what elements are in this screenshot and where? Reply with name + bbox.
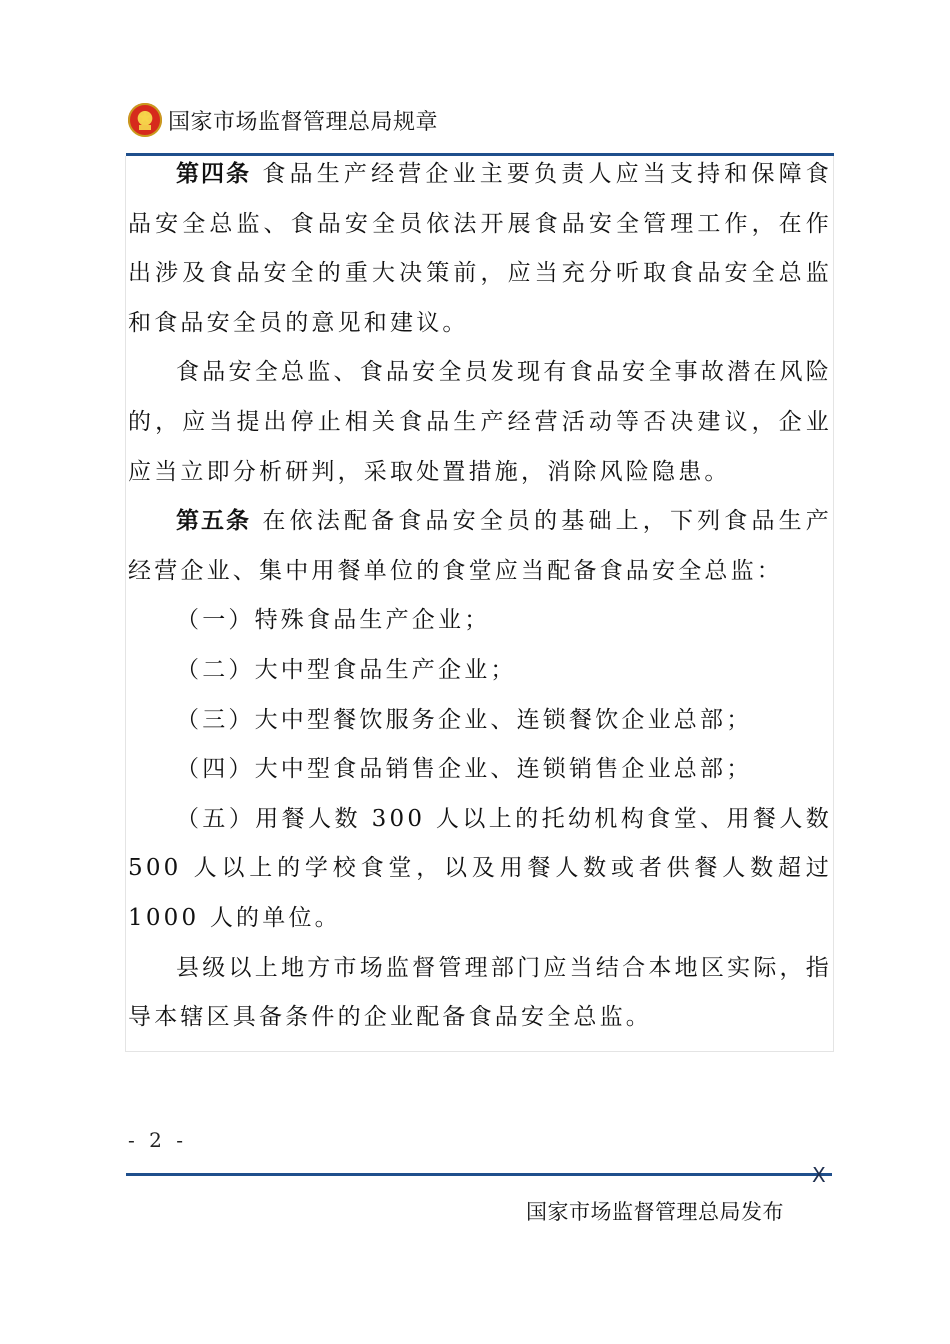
article-5-paragraph-1 bbox=[128, 497, 832, 596]
article-5-paragraph-2: 县级以上地方市场监督管理部门应当结合本地区实际，指导本辖区具备条件的企业配备食品安全总监。 bbox=[128, 954, 832, 1031]
article-4-paragraph-2: 食品安全总监、食品安全员发现有食品安全事故潜在风险的，应当提出停止相关食品生产经营活动等否决建议，企业应当立即分析研判，采取处置措施，消除风险隐患。 bbox=[128, 359, 832, 485]
article-4-paragraph-1 bbox=[128, 150, 832, 348]
article-4-text-1: 食品生产经营企业主要负责人应当支持和保障食品安全总监、食品安全员依法开展食品安全管理工作，在作出涉及食品安全的重大决策前，应当充分听取食品安全总监和食品安全员的意见和建议。 bbox=[128, 161, 833, 336]
footer-publisher: 国家市场监督管理总局发布 bbox=[526, 1200, 784, 1224]
list-item: （二）大中型食品生产企业； bbox=[176, 656, 517, 683]
article-4-label: 第四条 bbox=[176, 161, 251, 187]
document-body bbox=[128, 150, 832, 1043]
list-item: （四）大中型食品销售企业、连锁销售企业总部； bbox=[176, 756, 753, 783]
article-5-label: 第五条 bbox=[176, 508, 251, 535]
page-number: - 2 - bbox=[128, 1128, 187, 1152]
list-item: （一）特殊食品生产企业； bbox=[176, 607, 491, 634]
header-title: 国家市场监督管理总局规章 bbox=[168, 109, 439, 135]
list-item: （五）用餐人数 300 人以上的托幼机构食堂、用餐人数 500 人以上的学校食堂，以及用餐人数或者供餐人数超过 1000 人的单位。 bbox=[128, 805, 832, 931]
national-emblem-icon bbox=[128, 103, 162, 137]
document-header bbox=[128, 100, 438, 140]
article-5-text-1: 在依法配备食品安全员的基础上，下列食品生产经营企业、集中用餐单位的食堂应当配备食品安全总监： bbox=[128, 508, 833, 584]
list-item: （三）大中型餐饮服务企业、连锁餐饮企业总部； bbox=[176, 706, 753, 733]
bottom-divider bbox=[126, 1173, 832, 1176]
close-icon: X bbox=[812, 1163, 826, 1187]
